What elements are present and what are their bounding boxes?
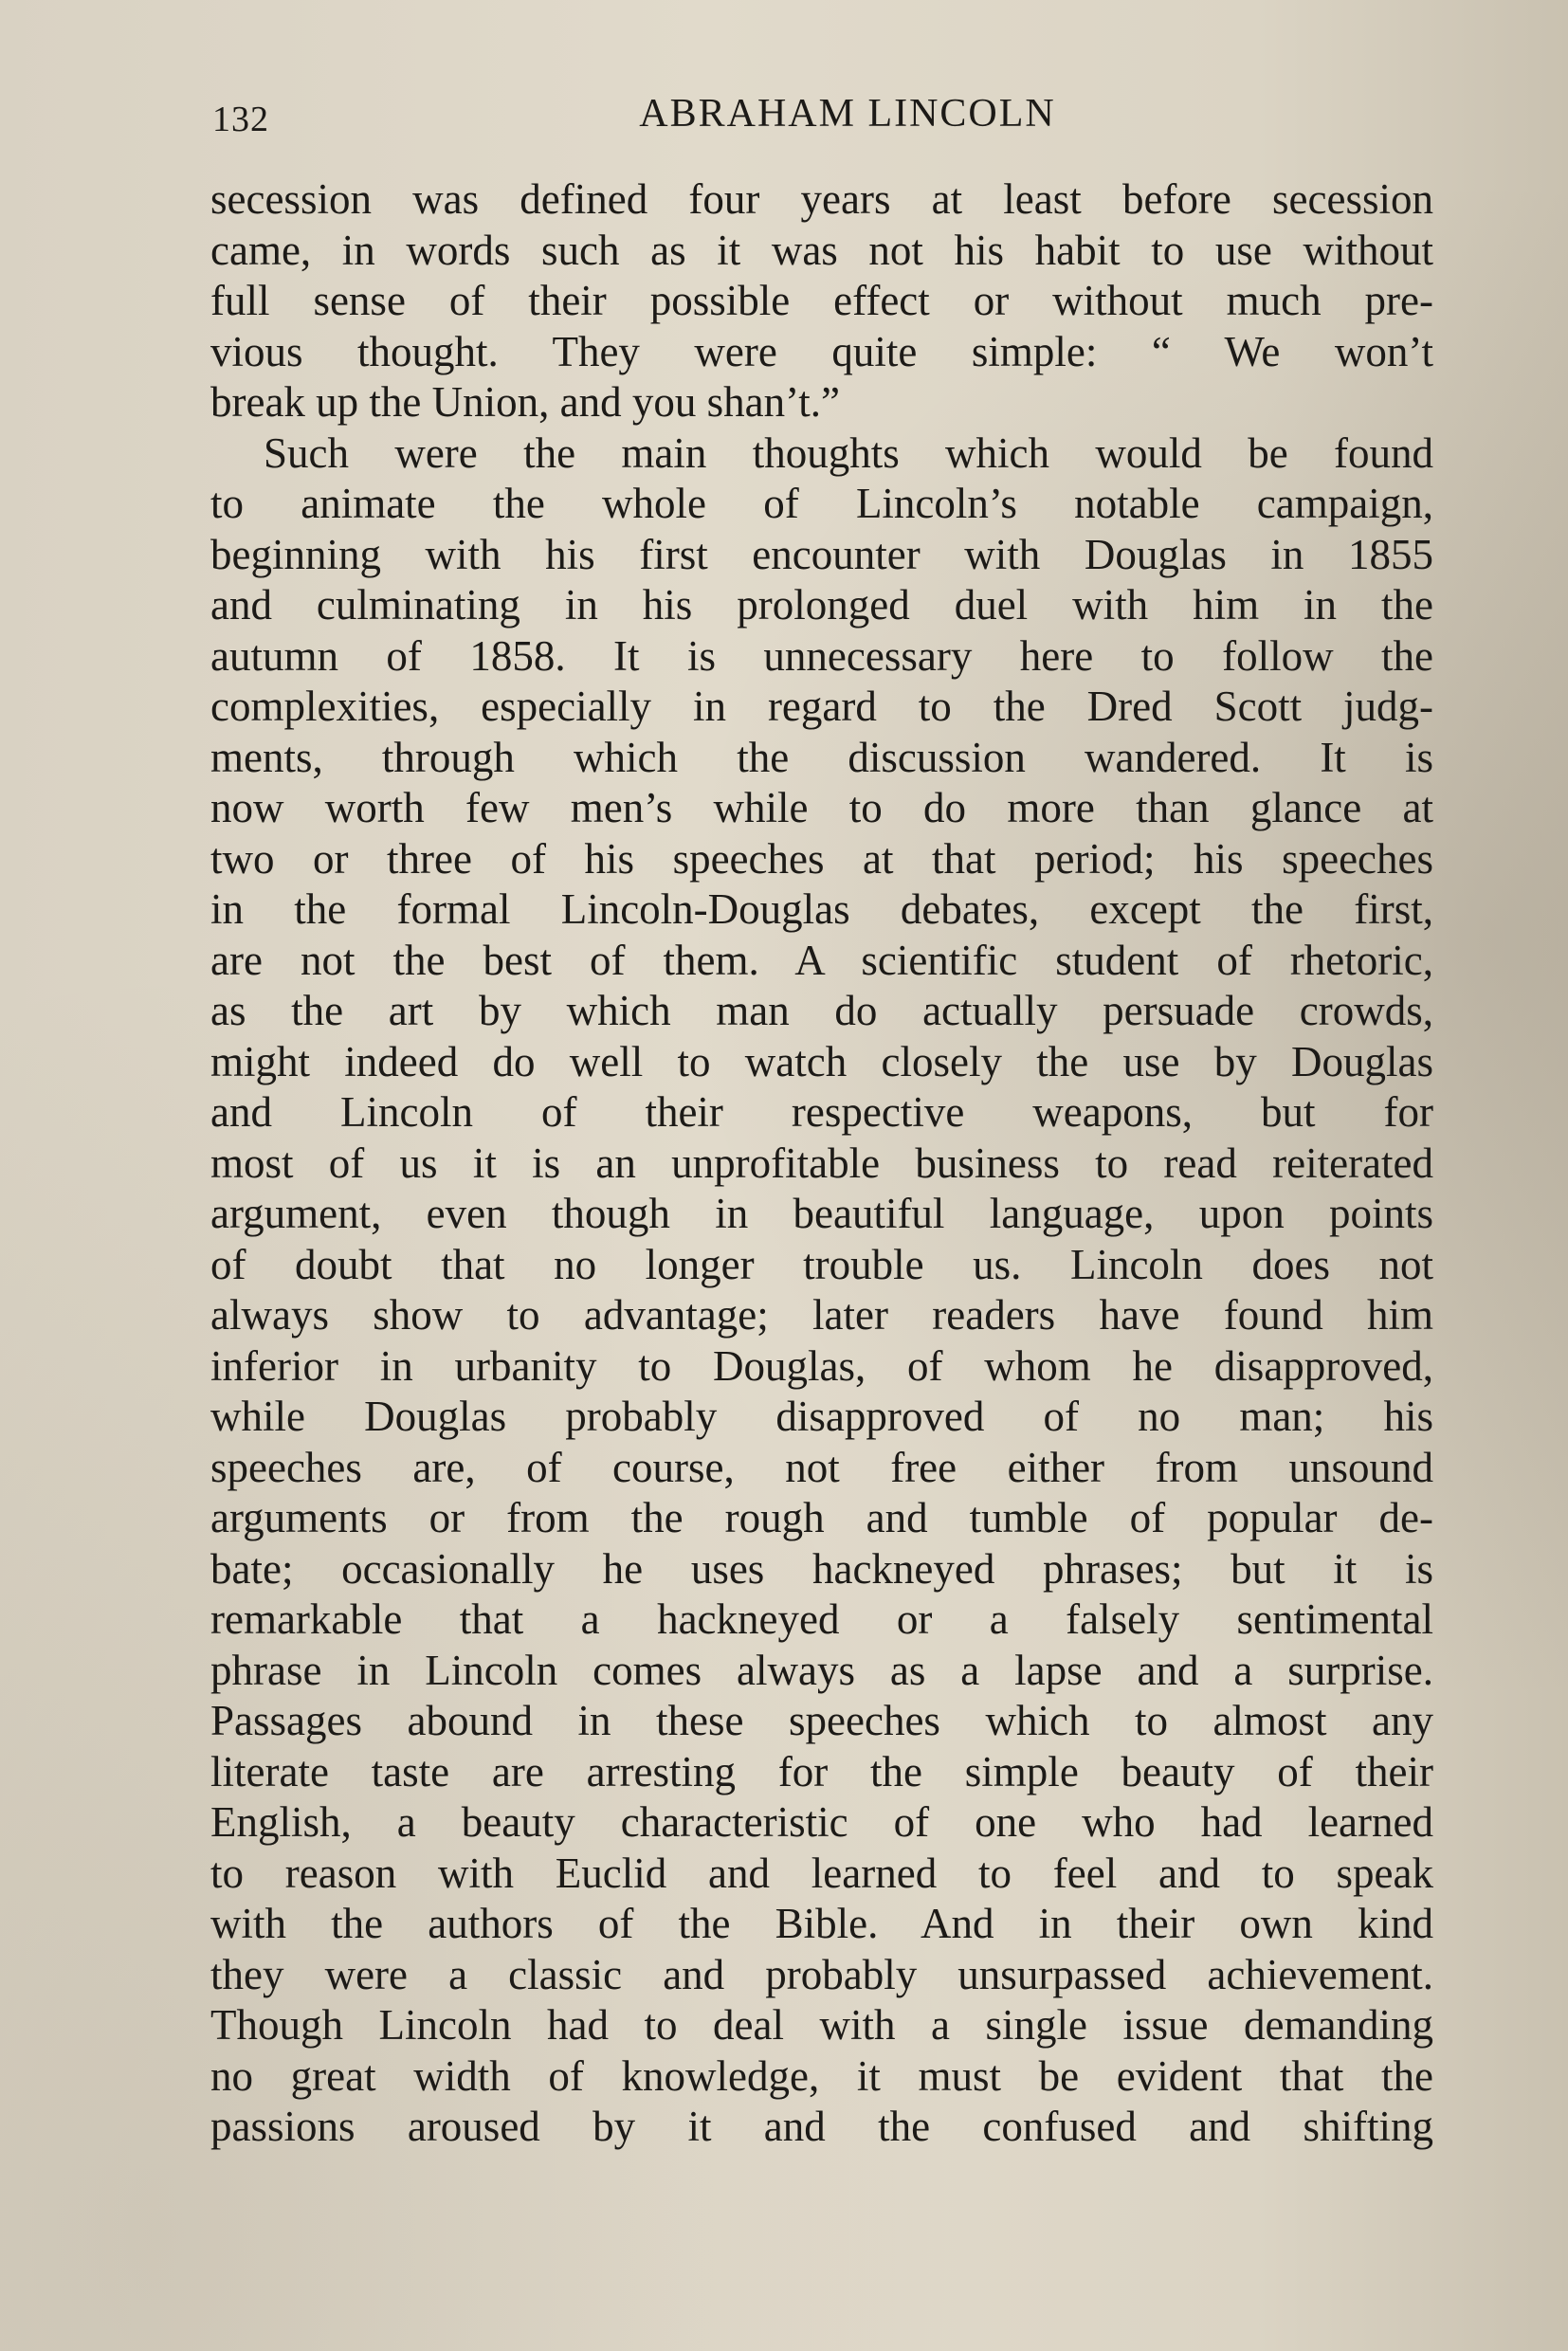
text-line: came, in words such as it was not his habit to use without xyxy=(210,226,1433,274)
text-line: now worth few men’s while to do more than glance at xyxy=(210,784,1433,831)
text-line: secession was defined four years at least before secession xyxy=(210,175,1433,223)
text-line: in the formal Lincoln-Douglas debates, except the first, xyxy=(210,885,1433,933)
text-line: to animate the whole of Lincoln’s notable campaign, xyxy=(210,480,1433,527)
text-line: bate; occasionally he uses hackneyed phrases; but it is xyxy=(210,1544,1433,1593)
text-line: ments, through which the discussion wandered. It is xyxy=(210,733,1433,781)
text-line: autumn of 1858. It is unnecessary here to follow the xyxy=(210,631,1433,680)
page-number: 132 xyxy=(212,100,269,139)
text-line: complexities, especially in regard to the Dred Scott judg- xyxy=(210,683,1433,730)
text-line: as the art by which man do actually persuade crowds, xyxy=(210,987,1433,1034)
text-line: of doubt that no longer trouble us. Lincoln does not xyxy=(210,1240,1433,1288)
text-line: phrase in Lincoln comes always as a lapse and a surprise. xyxy=(210,1646,1433,1694)
text-line: vious thought. They were quite simple: “ We won’t xyxy=(210,327,1433,375)
text-line: Though Lincoln had to deal with a single issue demanding xyxy=(210,2001,1433,2049)
text-line: and Lincoln of their respective weapons, but for xyxy=(210,1088,1433,1136)
text-line: with the authors of the Bible. And in their own kind xyxy=(210,1900,1433,1947)
text-line: full sense of their possible effect or without much pre- xyxy=(210,277,1433,324)
text-line: are not the best of them. A scientific student of rhetoric, xyxy=(210,936,1433,984)
text-line: and culminating in his prolonged duel with him in the xyxy=(210,581,1433,629)
text-line: always show to advantage; later readers have found him xyxy=(210,1291,1433,1339)
text-line: Passages abound in these speeches which to almost any xyxy=(210,1697,1433,1744)
text-line: Such were the main thoughts which would be found xyxy=(264,428,1433,477)
text-line: inferior in urbanity to Douglas, of whom he disapproved, xyxy=(210,1341,1433,1390)
text-line: argument, even though in beautiful language, upon points xyxy=(210,1190,1433,1237)
text-line: no great width of knowledge, it must be evident that the xyxy=(210,2051,1433,2100)
running-head xyxy=(212,91,1426,148)
text-line: they were a classic and probably unsurpassed achievement. xyxy=(210,1950,1433,1998)
text-line: speeches are, of course, not free either from unsound xyxy=(210,1443,1433,1491)
text-line: passions aroused by it and the confused and shifting xyxy=(210,2103,1433,2150)
text-line: remarkable that a hackneyed or a falsely sentimental xyxy=(210,1595,1433,1643)
body-text xyxy=(210,174,1433,2153)
text-line: English, a beauty characteristic of one who had learned xyxy=(210,1798,1433,1846)
running-title: ABRAHAM LINCOLN xyxy=(639,92,1056,136)
text-line: two or three of his speeches at that period; his speeches xyxy=(210,834,1433,883)
text-line: beginning with his first encounter with Douglas in 1855 xyxy=(210,530,1433,578)
text-line: literate taste are arresting for the simple beauty of their xyxy=(210,1747,1433,1795)
text-line: arguments or from the rough and tumble of popular de- xyxy=(210,1494,1433,1541)
text-line: to reason with Euclid and learned to feel and to speak xyxy=(210,1849,1433,1897)
text-line: most of us it is an unprofitable business to read reiterated xyxy=(210,1139,1433,1187)
text-line: while Douglas probably disapproved of no man; his xyxy=(210,1393,1433,1440)
text-line: break up the Union, and you shan’t.” xyxy=(210,378,841,426)
text-line: might indeed do well to watch closely the use by Douglas xyxy=(210,1037,1433,1085)
